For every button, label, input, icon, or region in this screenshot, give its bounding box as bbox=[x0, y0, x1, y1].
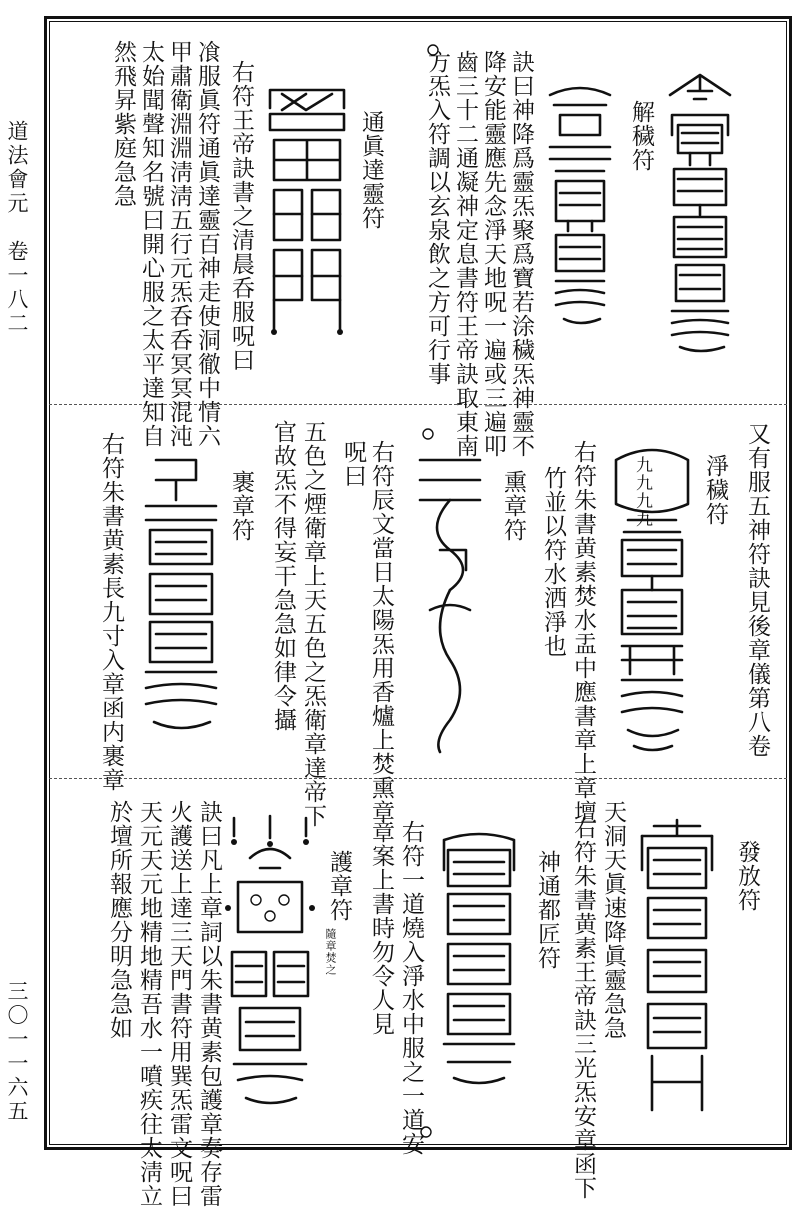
jinghui-talisman-label: 九九九九 bbox=[632, 456, 652, 528]
xun-incantation-line-2: 官故炁不得妄干急急如律令攝 bbox=[270, 420, 296, 732]
jiehui-jue-line-4: 方炁入符調以玄泉飲之方可行事 bbox=[424, 50, 450, 386]
xun-talisman-glyph bbox=[410, 440, 490, 760]
huzhang-jue-line-3: 天元天元地精地精吾水一噴疾往太淸立 bbox=[136, 800, 162, 1208]
small-ring-mark-2 bbox=[420, 426, 436, 442]
jiehui-jue-line-3: 齒三十二通凝神定息書符王帝訣取東南 bbox=[452, 50, 478, 458]
guo-title: 裹章符 bbox=[228, 470, 254, 542]
xun-title: 熏章符 bbox=[500, 470, 526, 542]
tongzhen-talisman-glyph bbox=[262, 80, 352, 340]
book-title-margin: 道法會元 卷一八二 bbox=[5, 120, 29, 336]
jinghui-instruction-line-1: 右符朱書黄素焚水盂中應書章上章壇 bbox=[570, 440, 596, 824]
fafang-title: 發放符 bbox=[734, 840, 760, 912]
fafang-instruction-line: 右符朱書黄素王帝訣三光炁安章函下 bbox=[570, 816, 596, 1200]
jinghui-talisman-glyph bbox=[608, 440, 696, 760]
tongzhen-incantation-line-2: 甲肅衛淵淵淸淸五行元炁呑呑冥冥混沌 bbox=[166, 40, 192, 448]
small-ring-mark bbox=[425, 42, 441, 58]
jiehui-talisman-glyph bbox=[660, 55, 740, 355]
jinghui-instruction-line-2: 竹並以符水洒淨也 bbox=[540, 466, 566, 658]
tongzhen-incantation-line-3: 太始聞聲知名號曰開心服之太平達知自 bbox=[138, 40, 164, 448]
jiehui-jue-line-2: 降安能靈應先念淨天地呪一遍或三遍叩 bbox=[480, 50, 506, 458]
panel-divider-bottom bbox=[49, 778, 787, 779]
jinghui-title: 淨穢符 bbox=[702, 454, 728, 526]
jiehui-title: 解穢符 bbox=[628, 100, 654, 172]
fafang-talisman-glyph bbox=[634, 820, 720, 1120]
tongzhen-incantation-line-4: 然飛昇紫庭急急 bbox=[110, 40, 136, 208]
shentong-title: 神通都匠符 bbox=[534, 850, 560, 970]
tongzhen-instruction-line: 右符王帝訣書之清晨呑服呪曰 bbox=[228, 60, 254, 372]
tongzhen-incantation-line-1: 飡服眞符通眞達靈百神走使洞徹中情六 bbox=[194, 40, 220, 448]
guo-talisman-glyph bbox=[136, 450, 226, 740]
page-number-margin: 三〇一一六五 bbox=[5, 980, 29, 1124]
huzhang-jue-line-2: 火護送上達三天門書符用巽炁雷文呪曰 bbox=[166, 800, 192, 1208]
fafang-incantation-line: 天洞天眞速降眞靈急急 bbox=[600, 800, 626, 1040]
shentong-instruction-line-1: 右符一道燒入淨水中服之一道安 bbox=[398, 820, 424, 1156]
intro-line: 又有服五神符訣見後章儀第八卷 bbox=[744, 422, 770, 758]
huzhang-talisman-glyph bbox=[220, 812, 320, 1112]
jiehui-jue-line-1: 訣曰神降爲靈炁聚爲寶若涂穢炁神靈不 bbox=[508, 50, 534, 458]
huzhang-title: 護章符 bbox=[326, 850, 352, 922]
tongzhen-title: 通眞達靈符 bbox=[358, 110, 384, 230]
huzhang-jue-line-4: 於壇所報應分明急急如 bbox=[106, 800, 132, 1040]
xun-incantation-label: 呪曰 bbox=[340, 440, 366, 488]
guo-instruction-line: 右符朱書黄素長九寸入章函内裹章 bbox=[98, 432, 124, 792]
jiehui-talisman-glyph-2 bbox=[540, 75, 620, 335]
shentong-talisman-glyph bbox=[434, 830, 524, 1090]
huzhang-note: 隨章焚之 bbox=[324, 928, 337, 976]
huzhang-jue-line-1: 訣曰凡上章詞以朱書黄素包護章奏存雷 bbox=[196, 800, 222, 1208]
xun-instruction-line: 右符辰文當日太陽炁用香爐上焚熏章 bbox=[368, 440, 394, 824]
shentong-instruction-line-2: 章案上書時勿令人見 bbox=[368, 820, 394, 1036]
xun-incantation-line-1: 五色之煙衛章上天五色之炁衛章達帝下 bbox=[300, 420, 326, 828]
